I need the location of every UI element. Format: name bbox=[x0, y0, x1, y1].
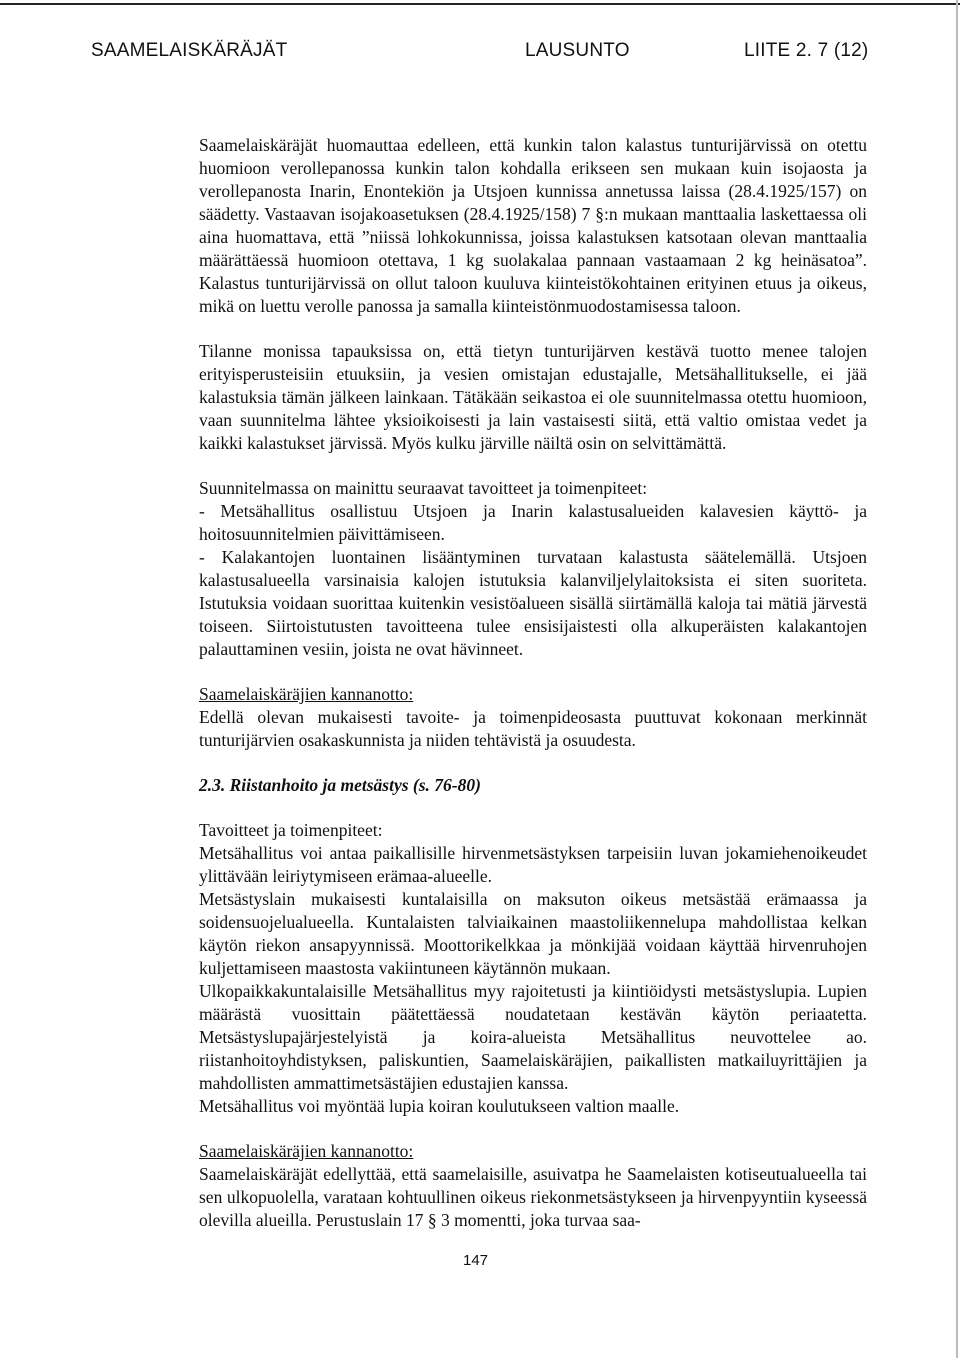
hunting-goals-intro: Tavoitteet ja toimenpiteet: bbox=[199, 820, 383, 840]
top-border bbox=[0, 3, 960, 5]
hunting-goals-sentence: Metsähallitus voi myöntää lupia koiran koulutukseen valtion maalle. bbox=[199, 1096, 680, 1116]
plan-goals-item: - Kalakantojen luontainen lisääntyminen turvataan kalastusta säätelemällä. Utsjoen kalastusalueella varsinaisia kalojen istutuksia kalanviljelylaitoksista ei siten suoriteta. Istutuksia voidaan suorittaa kuitenkin vesistöalueen sisällä siirtämällä kaloja tai mätiä järvestä toiseen. Siirtoistutusten tavoitteena tulee ensisijaistesti olla alkuperäisten kalakantojen palauttaminen vesiin, joista ne ovat hävinneet. bbox=[199, 547, 867, 659]
statement-title: Saamelaiskäräjien kannanotto: bbox=[199, 1141, 414, 1161]
document-body bbox=[199, 134, 867, 1232]
paragraph-fishing-rights: Saamelaiskäräjät huomauttaa edelleen, että kunkin talon kalastus tunturijärvissä on otettu huomioon verollepanossa kunkin talon kohdalla erikseen sen mukaan kuin isojaosta ja verollepanosta Inarin, Enontekiön ja Utsjoen kunnissa annetussa laissa (28.4.1925/157) on säädetty. Vastaavan isojakoasetuksen (28.4.1925/158) 7 §:n mukaan manttaalia laskettaessa oli aina huomattava, että ”niissä lohkokunnissa, joissa kalastuksen katsotaan olevan manttaalia määrättäessä huomioon otettava, 1 kg suolakalaa pannaan vastaamaan 2 kg heinäsatoa”. Kalastus tunturijärvissä on ollut taloon kuuluva kiinteistökohtainen erityinen etuus ja oikeus, mikä on luettu verolle panossa ja samalla kiinteistönmuodostamisessa taloon. bbox=[199, 135, 867, 316]
header-organization: SAAMELAISKÄRÄJÄT bbox=[91, 40, 288, 61]
paragraph-plan-goals bbox=[199, 477, 867, 661]
paragraph-situation: Tilanne monissa tapauksissa on, että tietyn tunturijärven kestävä tuotto menee talojen erityisperusteisiin etuuksiin, ja vesien omistajan edustajalle, Metsähallitukselle, ei jää kalastuksia tämän jälkeen lainkaan. Tätäkään seikastoa ei ole suunnitelmassa otettu huomioon, vaan suunnitelma lähtee yksioikoisesti ja lain vastaisesti siitä, että valtio omistaa vedet ja kaikki kalastukset järvissä. Myös kulku järville näiltä osin on selvittämättä. bbox=[199, 341, 867, 453]
paragraph-statement-fishing bbox=[199, 683, 867, 752]
plan-goals-intro: Suunnitelmassa on mainittu seuraavat tavoitteet ja toimenpiteet: bbox=[199, 478, 648, 498]
page-number: 147 bbox=[463, 1252, 489, 1269]
paragraph-statement-hunting bbox=[199, 1140, 867, 1232]
paragraph-hunting-goals bbox=[199, 819, 867, 1118]
statement-title: Saamelaiskäräjien kannanotto: bbox=[199, 684, 414, 704]
header-document-type: LAUSUNTO bbox=[525, 40, 630, 61]
section-heading: 2.3. Riistanhoito ja metsästys (s. 76-80) bbox=[199, 775, 481, 795]
hunting-goals-sentence: Metsähallitus voi antaa paikallisille hirvenmetsästyksen tarpeisiin luvan jokamiehenoikeudet ylittävään leiriytymiseen erämaa-alueelle. bbox=[199, 843, 867, 886]
hunting-goals-sentence: Metsästyslain mukaisesti kuntalaisilla on maksuton oikeus metsästää erämaassa ja soidensuojelualueella. Kuntalaisten talviaikainen maastoliikennelupa mahdollistaa kelkan käytön riekon ansapyynnissä. Moottorikelkkaa ja mönkijää voidaan käyttää hirvenruhojen kuljettamiseen maastosta vakiintuneen käytännön mukaan. bbox=[199, 889, 867, 978]
header-page-ref: LIITE 2. 7 (12) bbox=[744, 40, 869, 61]
statement-text: Saamelaiskäräjät edellyttää, että saamelaisille, asuivatpa he Saamelaisten kotiseutualueella tai sen ulkopuolella, varataan kohtuullinen oikeus riekonmetsästykseen ja hirvenpyyntiin kyseessä olevilla alueilla. Perustuslain 17 § 3 momentti, joka turvaa saa- bbox=[199, 1164, 867, 1230]
plan-goals-item: - Metsähallitus osallistuu Utsjoen ja Inarin kalastusalueiden kalavesien käyttö- ja hoitosuunnitelmien päivittämiseen. bbox=[199, 501, 867, 544]
statement-text: Edellä olevan mukaisesti tavoite- ja toimenpideosasta puuttuvat kokonaan merkinnät tunturijärvien osakaskunnista ja niiden tehtävistä ja osuudesta. bbox=[199, 707, 867, 750]
right-scan-edge bbox=[956, 0, 958, 1358]
hunting-goals-sentence: Ulkopaikkakuntalaisille Metsähallitus myy rajoitetusti ja kiintiöidysti metsästyslupia. Lupien määrästä vuosittain päätettäessä noudatetaan kestävän käytön periaatetta. Metsästyslupajärjestelyistä ja koira-alueista Metsähallitus neuvottelee ao. riistanhoitoyhdistyksen, paliskuntien, Saamelaiskäräjien, paikallisten matkailuyrittäjien ja mahdollisten ammattimetsästäjien edustajien kanssa. bbox=[199, 981, 867, 1093]
